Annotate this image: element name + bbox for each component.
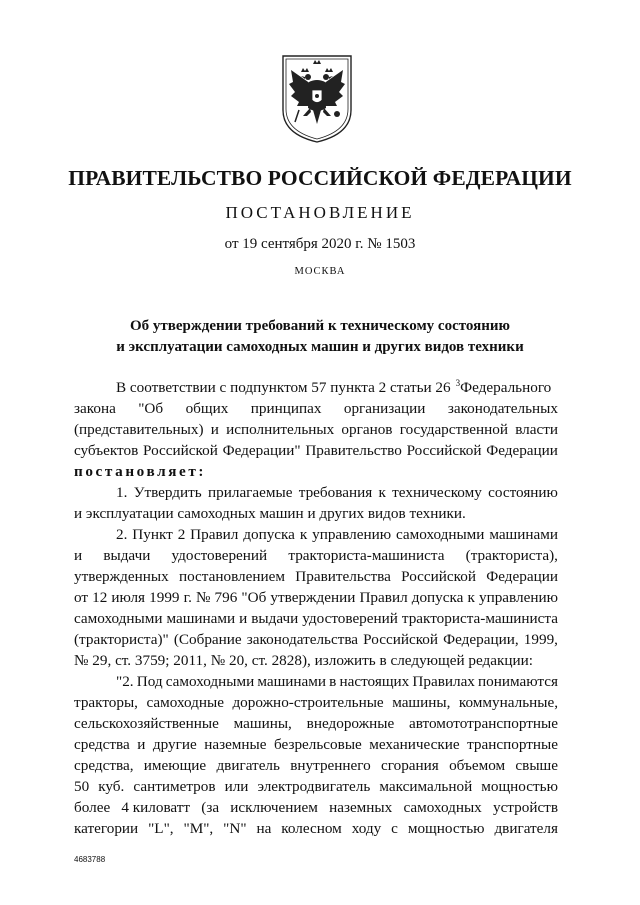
word: машинами bbox=[489, 526, 558, 543]
word: машинами bbox=[257, 673, 327, 690]
word: и bbox=[137, 736, 146, 753]
word: Правительство bbox=[305, 442, 402, 459]
coat-of-arms-emblem bbox=[277, 52, 357, 144]
word: принципах bbox=[250, 400, 322, 417]
word: прилагаемые bbox=[208, 484, 293, 501]
government-title: ПРАВИТЕЛЬСТВО РОССИЙСКОЙ ФЕДЕРАЦИИ bbox=[68, 166, 572, 190]
word: Утвердить bbox=[133, 484, 202, 501]
word: исключением bbox=[230, 799, 318, 816]
word: имеющие bbox=[143, 757, 207, 774]
body-line bbox=[74, 818, 558, 839]
word: утверждении bbox=[270, 589, 356, 606]
word: Правил bbox=[359, 589, 408, 606]
word: удостоверений bbox=[171, 547, 268, 564]
word: закона bbox=[74, 400, 116, 417]
body-line bbox=[74, 461, 558, 482]
word: (за bbox=[201, 799, 220, 816]
word: г. bbox=[183, 589, 192, 606]
word: электродвигатель bbox=[257, 778, 371, 795]
body-text: Федерального bbox=[460, 379, 552, 396]
word: постановлением bbox=[178, 568, 285, 585]
word: сгорания bbox=[381, 757, 439, 774]
word: "Об bbox=[241, 589, 267, 606]
word: 1. bbox=[116, 484, 128, 501]
document-subject bbox=[0, 316, 640, 358]
body-line bbox=[74, 776, 558, 797]
word: безрельсовые bbox=[274, 736, 362, 753]
word: 2 bbox=[177, 526, 186, 543]
word: Федерации" bbox=[222, 442, 301, 459]
word: Федерации, bbox=[443, 631, 519, 648]
document-body bbox=[74, 377, 558, 839]
word: выдачи bbox=[251, 610, 299, 627]
word: самоходными bbox=[395, 526, 485, 543]
document-city: МОСКВА bbox=[294, 266, 346, 277]
word: управлению bbox=[312, 526, 392, 543]
word: (тракториста), bbox=[465, 547, 558, 564]
subject-line-1: Об утверждении требований к техническому состоянию bbox=[130, 318, 510, 334]
word: механические bbox=[369, 736, 460, 753]
word: двигатель bbox=[216, 757, 280, 774]
body-line bbox=[74, 797, 558, 818]
document-type: ПОСТАНОВЛЕНИЕ bbox=[225, 203, 415, 222]
word: настоящих bbox=[339, 673, 410, 690]
body-line bbox=[74, 524, 558, 545]
word: и bbox=[74, 547, 83, 564]
word: Пункт bbox=[132, 526, 173, 543]
word: органов bbox=[341, 421, 393, 438]
word: Российской bbox=[143, 442, 218, 459]
word: Под bbox=[136, 673, 163, 690]
word: Российской bbox=[406, 442, 482, 459]
word: мощностью bbox=[481, 778, 558, 795]
word: самоходными bbox=[74, 610, 163, 627]
word: объемом bbox=[449, 757, 506, 774]
word: Федерации bbox=[486, 568, 558, 585]
word: 2. bbox=[116, 526, 128, 543]
body-line bbox=[74, 734, 558, 755]
body-line bbox=[74, 566, 558, 587]
body-line bbox=[74, 440, 558, 461]
word: свыше bbox=[515, 757, 558, 774]
word: внедорожные bbox=[306, 715, 395, 732]
word: "L", bbox=[148, 820, 174, 837]
word: самоходными bbox=[165, 673, 255, 690]
word: 50 bbox=[74, 778, 90, 795]
word: общих bbox=[185, 400, 229, 417]
word: выдачи bbox=[103, 547, 151, 564]
word: и bbox=[239, 610, 248, 627]
word: наземных bbox=[329, 799, 393, 816]
word: тракторы, bbox=[74, 694, 138, 711]
word: июля bbox=[111, 589, 146, 606]
word: допуска bbox=[411, 589, 464, 606]
body-line bbox=[74, 377, 558, 398]
word: утвержденных bbox=[74, 568, 169, 585]
body-line bbox=[74, 482, 558, 503]
word: (представительных) bbox=[74, 421, 204, 438]
word: куб. bbox=[98, 778, 125, 795]
word: ходу bbox=[351, 820, 382, 837]
body-line bbox=[74, 755, 558, 776]
word: внутреннего bbox=[290, 757, 371, 774]
word: мощностью bbox=[407, 820, 485, 837]
body-text: и эксплуатации самоходных машин и других видов техники. bbox=[74, 505, 466, 522]
word: средства, bbox=[74, 757, 134, 774]
word: от bbox=[74, 589, 89, 606]
word: категории bbox=[74, 820, 139, 837]
word: сантиметров bbox=[133, 778, 216, 795]
word: 1999, bbox=[523, 631, 558, 648]
word: сельскохозяйственные bbox=[74, 715, 219, 732]
word: транспортные bbox=[467, 736, 558, 753]
word: Российской bbox=[401, 568, 476, 585]
word: требования bbox=[298, 484, 373, 501]
word: к bbox=[467, 589, 475, 606]
word: 4 киловатт bbox=[121, 799, 191, 816]
word: Правительства bbox=[295, 568, 391, 585]
word: власти bbox=[515, 421, 558, 438]
word: наземные bbox=[204, 736, 267, 753]
body-line bbox=[74, 398, 558, 419]
word: устройств bbox=[492, 799, 558, 816]
word: (Собрание bbox=[173, 631, 242, 648]
word: и bbox=[210, 421, 219, 438]
word: государственной bbox=[399, 421, 508, 438]
subject-line-2: и эксплуатации самоходных машин и других видов техники bbox=[116, 339, 524, 355]
word: состоянию bbox=[488, 484, 558, 501]
word: машины, bbox=[233, 715, 292, 732]
word: субъектов bbox=[74, 442, 139, 459]
body-line bbox=[74, 713, 558, 734]
word: 796 bbox=[214, 589, 238, 606]
document-date-number: от 19 сентября 2020 г. № 1503 bbox=[224, 236, 416, 252]
word: исполнительных bbox=[226, 421, 335, 438]
body-text: В соответствии с подпунктом 57 пункта 2 статьи 26 bbox=[116, 379, 451, 396]
word: удостоверений bbox=[302, 610, 398, 627]
word: "N" bbox=[223, 820, 247, 837]
word: двигателя bbox=[494, 820, 558, 837]
word: тракториста-машиниста bbox=[401, 610, 558, 627]
body-line bbox=[74, 629, 558, 650]
word: организации bbox=[343, 400, 426, 417]
word: с bbox=[391, 820, 398, 837]
body-line bbox=[74, 692, 558, 713]
word: понимаются bbox=[478, 673, 558, 690]
word: № bbox=[195, 589, 211, 606]
word: более bbox=[74, 799, 111, 816]
word: машины, bbox=[392, 694, 451, 711]
word: техническому bbox=[392, 484, 482, 501]
body-line bbox=[74, 587, 558, 608]
word: дорожно-строительные bbox=[232, 694, 384, 711]
word: управлению bbox=[478, 589, 558, 606]
word: законодательства bbox=[246, 631, 359, 648]
body-line bbox=[74, 671, 558, 692]
word: законодательных bbox=[447, 400, 558, 417]
body-line bbox=[74, 650, 558, 671]
word: Правилах bbox=[412, 673, 475, 690]
word: "2. bbox=[116, 673, 134, 690]
word: 12 bbox=[92, 589, 108, 606]
word: к bbox=[378, 484, 386, 501]
word: машинами bbox=[166, 610, 236, 627]
word: самоходных bbox=[403, 799, 482, 816]
word: на bbox=[256, 820, 272, 837]
word: в bbox=[329, 673, 337, 690]
word: тракториста-машиниста bbox=[288, 547, 445, 564]
body-line bbox=[74, 608, 558, 629]
word: "M", bbox=[183, 820, 214, 837]
body-line bbox=[74, 419, 558, 440]
word: автомототранспортные bbox=[409, 715, 558, 732]
word: средства bbox=[74, 736, 130, 753]
body-text: № 29, ст. 3759; 2011, № 20, ст. 2828), изложить в следующей редакции: bbox=[74, 652, 533, 669]
body-line bbox=[74, 503, 558, 524]
word: Федерации bbox=[486, 442, 558, 459]
word: коммунальные, bbox=[458, 694, 558, 711]
word: самоходные bbox=[146, 694, 224, 711]
word: допуска bbox=[243, 526, 295, 543]
word: колесном bbox=[281, 820, 342, 837]
word: "Об bbox=[138, 400, 164, 417]
word: к bbox=[299, 526, 308, 543]
word: (тракториста)" bbox=[74, 631, 169, 648]
word: Правил bbox=[190, 526, 239, 543]
word: максимальной bbox=[379, 778, 473, 795]
word: или bbox=[224, 778, 249, 795]
superscript: 3 bbox=[455, 378, 461, 388]
document-code: 4683788 bbox=[74, 855, 106, 864]
word: Российской bbox=[363, 631, 439, 648]
word: другие bbox=[152, 736, 197, 753]
resolves-keyword: постановляет: bbox=[74, 463, 207, 480]
word: 1999 bbox=[149, 589, 180, 606]
body-line bbox=[74, 545, 558, 566]
